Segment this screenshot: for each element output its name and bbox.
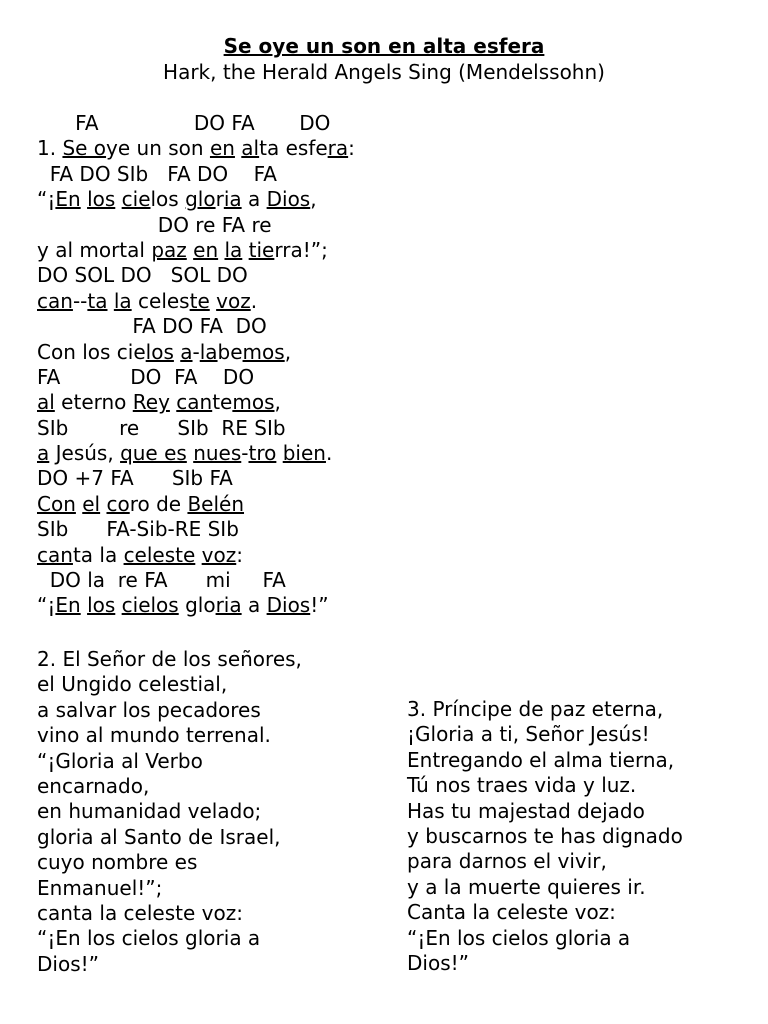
accented-syllable: nues [193,441,242,466]
lyric-text: te [212,390,233,415]
accented-syllable: cie [121,187,151,212]
lyric-text: ta esfe [259,136,328,161]
accented-syllable: can [37,288,73,313]
lyric-line: Enmanuel!”; [37,875,163,900]
chord-line: DO +7 FA SIb FA [37,466,233,491]
accented-syllable: en [193,237,219,262]
accented-syllable: al [241,136,260,161]
lyric-text: y al mortal [37,237,152,262]
accented-syllable: mos [232,390,275,415]
lyric-text: a [241,187,267,212]
lyric-text: r [215,187,224,212]
accented-syllable: Rey [132,390,170,415]
accented-syllable: los [87,187,116,212]
accented-syllable: can [37,542,73,567]
lyric-line [37,543,355,568]
accented-syllable: Dios [266,187,311,212]
chord-line: FA DO FA DO [37,314,267,339]
lyric-line: y a la muerte quieres ir. [407,874,646,899]
accented-syllable: la [199,339,218,364]
accented-syllable: Con [37,491,76,516]
lyric-line: Dios!” [407,950,469,975]
accented-syllable: mos [242,339,285,364]
lyric-line: cuyo nombre es [37,850,198,875]
lyric-line: el Ungido celestial, [37,672,228,697]
lyric-text: eterno [54,390,133,415]
lyric-text: celes [131,288,190,313]
accented-syllable: ia [223,187,242,212]
song-title: Se oye un son en alta esfera [223,34,545,58]
lyric-text: !” [310,593,329,618]
lyric-text: ro de [129,491,188,516]
lyric-line [37,289,355,314]
accented-syllable: Belén [187,491,245,516]
lyric-text: Jesús, [49,441,121,466]
lyric-text: , [284,339,292,364]
chord-line: SIb re SIb RE SIb [37,415,286,440]
chord-line: DO la re FA mi FA [37,568,286,593]
chord-line: FA DO SIb FA DO FA [37,161,277,186]
accented-syllable: celeste [123,542,196,567]
chord-line: FA DO FA DO [37,111,331,135]
lyric-text: - [241,441,249,466]
lyric-line: Canta la celeste voz: [407,900,616,925]
lyric-text: “¡ [37,593,56,618]
accented-syllable: voz [201,542,237,567]
accented-syllable: co [106,491,130,516]
lyric-line [37,340,355,365]
accented-syllable: en [209,136,235,161]
accented-syllable: Dios [266,593,311,618]
lyric-line [37,187,355,212]
lyric-text: -- [72,288,88,313]
accented-syllable: En [55,187,81,212]
lyric-line: y buscarnos te has dignado [407,823,683,848]
chord-line: FA DO FA DO [37,364,255,389]
lyric-line: ¡Gloria a ti, Señor Jesús! [407,722,650,747]
stanza-3 [407,697,683,976]
accented-syllable: glo [185,187,216,212]
lyric-text: - [192,339,200,364]
lyric-text: Con los cie [37,339,146,364]
accented-syllable: voz [216,288,251,313]
lyric-text: . [250,288,258,313]
accented-syllable: cielos [121,593,179,618]
lyric-line [37,593,355,618]
lyric-line: para darnos el vivir, [407,849,607,874]
lyric-line: encarnado, [37,773,150,798]
lyric-text: be [217,339,243,364]
lyric-text: , [274,390,281,415]
lyric-text: a [241,593,267,618]
lyric-text: ye un son [106,136,210,161]
accented-syllable: ria [215,593,242,618]
accented-syllable: tie [248,237,275,262]
chord-line: DO re FA re [37,212,272,237]
chord-line: DO SOL DO SOL DO [37,263,248,288]
lyric-text: ta la [72,542,124,567]
lyric-line [37,492,355,517]
accented-syllable: En [55,593,81,618]
accented-syllable: al [37,390,55,415]
stanza-2 [37,647,302,977]
lyric-line: 3. Príncipe de paz eterna, [407,697,664,721]
accented-syllable: ra [327,136,349,161]
accented-syllable: tro [248,441,277,466]
lyric-text: : [348,136,355,161]
chord-line: SIb FA-Sib-RE SIb [37,517,239,542]
lyric-text: los [150,187,186,212]
lyric-line: en humanidad velado; [37,799,262,824]
lyric-text: . [325,441,333,466]
accented-syllable: a [180,339,193,364]
lyric-text: “¡ [37,187,56,212]
lyric-line: gloria al Santo de Israel, [37,824,281,849]
accented-syllable: el [82,491,101,516]
lyric-line: “¡En los cielos gloria a [37,926,261,951]
stanza-1-with-chords [37,111,355,619]
accented-syllable: a [37,441,50,466]
lyric-text: : [236,542,243,567]
lyric-line: vino al mundo terrenal. [37,723,271,748]
accented-syllable: ta [87,288,108,313]
lyric-text: glo [178,593,216,618]
lyric-line: canta la celeste voz: [37,900,243,925]
accented-syllable: bien [282,441,326,466]
accented-syllable: los [145,339,174,364]
lyric-line [37,390,355,415]
accented-syllable: la [224,237,243,262]
accented-syllable: la [113,288,132,313]
lyric-line [37,136,355,161]
song-subtitle: Hark, the Herald Angels Sing (Mendelssohn) [163,60,605,84]
accented-syllable: que es [120,441,187,466]
lyric-text: , [310,187,317,212]
lyric-line: “¡Gloria al Verbo [37,748,203,773]
accented-syllable: can [176,390,213,415]
lyric-line [37,238,355,263]
lyric-text: rra!”; [274,237,328,262]
lyric-line: 2. El Señor de los señores, [37,647,302,671]
lyric-line: “¡En los cielos gloria a [407,925,631,950]
lyric-line: Has tu majestad dejado [407,798,645,823]
lyric-line: Entregando el alma tierna, [407,747,675,772]
accented-syllable: Se o [62,136,107,161]
lyric-text: 1. [37,136,63,161]
lyric-line [37,441,355,466]
lyric-line: Dios!” [37,951,99,976]
accented-syllable: los [87,593,116,618]
lyric-line: a salvar los pecadores [37,697,261,722]
accented-syllable: te [189,288,210,313]
accented-syllable: paz [151,237,187,262]
lyric-line: Tú nos traes vida y luz. [407,773,637,798]
